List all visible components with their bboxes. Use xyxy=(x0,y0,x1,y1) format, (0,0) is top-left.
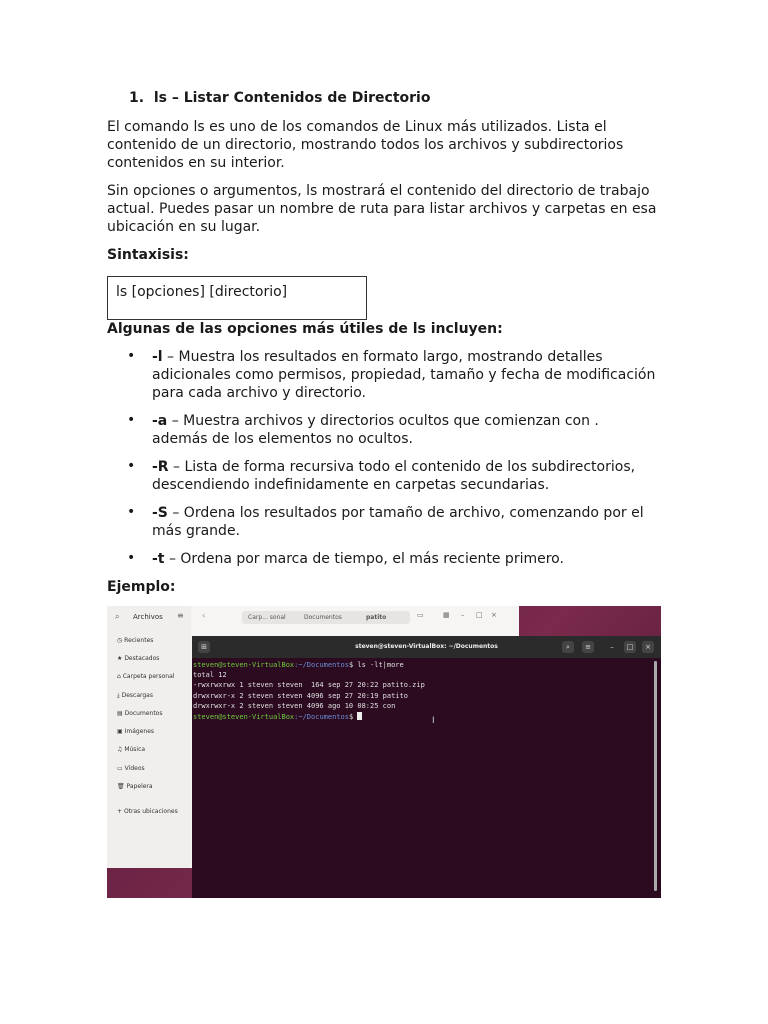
folder-icon[interactable]: ▭ xyxy=(417,611,424,619)
clock-icon: ◷ xyxy=(117,637,123,644)
music-icon: ♫ xyxy=(117,746,123,753)
file-manager-header xyxy=(107,606,519,630)
option-flag: -l xyxy=(152,349,163,365)
bullet: • xyxy=(127,504,136,520)
file-manager-title: Archivos xyxy=(133,613,163,621)
sidebar-item-otras[interactable]: + Otras ubicaciones xyxy=(117,808,178,815)
video-icon: ▭ xyxy=(117,765,123,772)
example-screenshot xyxy=(107,606,661,898)
path-segment[interactable]: Documentos xyxy=(304,614,342,621)
grid-view-icon[interactable]: ▦ xyxy=(443,611,450,619)
terminal-window xyxy=(192,636,661,898)
terminal-command-line: steven@steven-VirtualBox:~/Documentos$ ls -lt|more xyxy=(193,661,404,669)
menu-icon[interactable]: ≡ xyxy=(582,641,594,653)
minimize-icon[interactable]: – xyxy=(461,611,465,619)
path-bar[interactable] xyxy=(242,611,410,624)
minimize-icon[interactable]: – xyxy=(610,643,614,651)
option-text: – Ordena los resultados por tamaño de archivo, comenzando por el más grande. xyxy=(152,505,644,539)
maximize-icon[interactable]: □ xyxy=(476,611,483,619)
option-text: – Muestra los resultados en formato largo, mostrando detalles adicionales como permisos, propiedad, tamaño y fecha de modificación para cada archivo y directorio. xyxy=(152,349,656,401)
option-text: – Lista de forma recursiva todo el contenido de los subdirectorios, descendiendo indefinidamente en carpetas secundarias. xyxy=(152,459,636,493)
syntax-box xyxy=(107,276,367,320)
mouse-ibeam-icon: I xyxy=(432,716,435,726)
sidebar-item-descargas[interactable]: ⤓ Descargas xyxy=(117,692,153,699)
search-icon[interactable]: ⌕ xyxy=(115,612,120,621)
sidebar-item-documentos[interactable]: ▤ Documentos xyxy=(117,710,163,717)
terminal-titlebar xyxy=(192,636,661,658)
sidebar-item-videos[interactable]: ▭ Vídeos xyxy=(117,765,145,772)
file-manager-sidebar xyxy=(107,606,191,868)
option-flag: -a xyxy=(152,413,168,429)
path-segment[interactable]: Carp... sonal xyxy=(248,614,286,621)
sidebar-item-musica[interactable]: ♫ Música xyxy=(117,746,146,753)
terminal-output-line: total 12 xyxy=(193,671,227,679)
option-flag: -t xyxy=(152,551,165,567)
download-icon: ⤓ xyxy=(117,692,120,699)
document-icon: ▤ xyxy=(117,710,123,717)
paragraph-intro: El comando ls es uno de los comandos de Linux más utilizados. Lista el contenido de un directorio, mostrando todos los archivos y subdirectorios contenidos en su interior. xyxy=(107,119,624,171)
option-flag: -R xyxy=(152,459,169,475)
heading xyxy=(129,90,430,106)
search-icon[interactable]: ⌕ xyxy=(562,641,574,653)
syntax-label: Sintaxisis: xyxy=(107,247,189,263)
close-icon[interactable]: × xyxy=(642,641,654,653)
image-icon: ▣ xyxy=(117,728,123,735)
menu-icon[interactable]: ≡ xyxy=(177,611,184,620)
home-icon: ⌂ xyxy=(117,673,121,680)
sidebar-item-recientes[interactable]: ◷ Recientes xyxy=(117,637,154,644)
syntax-text: ls [opciones] [directorio] xyxy=(116,284,288,300)
sidebar-item-papelera[interactable]: 🗑 Papelera xyxy=(117,783,153,790)
terminal-output-line: drwxrwxr-x 2 steven steven 4096 sep 27 20:19 patito xyxy=(193,692,408,700)
sidebar-item-destacados[interactable]: ★ Destacados xyxy=(117,655,160,662)
bullet: • xyxy=(127,412,136,428)
maximize-icon[interactable]: □ xyxy=(624,641,636,653)
example-label: Ejemplo: xyxy=(107,579,176,595)
options-label: Algunas de las opciones más útiles de ls incluyen: xyxy=(107,321,503,337)
terminal-output-line: -rwxrwxrwx 1 steven steven 164 sep 27 20:22 patito.zip xyxy=(193,681,425,689)
text-cursor xyxy=(357,712,362,720)
sidebar-item-home[interactable]: ⌂ Carpeta personal xyxy=(117,673,175,680)
back-icon[interactable]: ‹ xyxy=(202,611,206,620)
terminal-title: steven@steven-VirtualBox: ~/Documentos xyxy=(355,643,498,650)
paragraph-usage: Sin opciones o argumentos, ls mostrará el contenido del directorio de trabajo actual. Puedes pasar un nombre de ruta para listar archivos y carpetas en esa ubicación en su lugar. xyxy=(107,183,657,235)
path-segment[interactable]: patito xyxy=(366,614,387,621)
close-icon[interactable]: × xyxy=(491,611,497,619)
heading-number: 1. xyxy=(129,90,145,106)
bullet: • xyxy=(127,550,136,566)
sidebar-item-imagenes[interactable]: ▣ Imágenes xyxy=(117,728,155,735)
terminal-scrollbar[interactable] xyxy=(654,661,657,891)
bullet: • xyxy=(127,348,136,364)
bullet: • xyxy=(127,458,136,474)
option-flag: -S xyxy=(152,505,168,521)
trash-icon: 🗑 xyxy=(117,783,125,790)
heading-title: ls – Listar Contenidos de Directorio xyxy=(153,90,431,106)
new-tab-icon[interactable]: ⊞ xyxy=(198,641,210,653)
option-text: – Ordena por marca de tiempo, el más reciente primero. xyxy=(164,551,564,567)
option-text: – Muestra archivos y directorios ocultos que comienzan con . además de los elementos no ocultos. xyxy=(152,413,599,447)
plus-icon: + xyxy=(117,808,123,815)
terminal-output-line: drwxrwxr-x 2 steven steven 4096 ago 10 08:25 con xyxy=(193,702,396,710)
star-icon: ★ xyxy=(117,655,123,662)
terminal-prompt-line[interactable]: steven@steven-VirtualBox:~/Documentos$ xyxy=(193,712,362,721)
